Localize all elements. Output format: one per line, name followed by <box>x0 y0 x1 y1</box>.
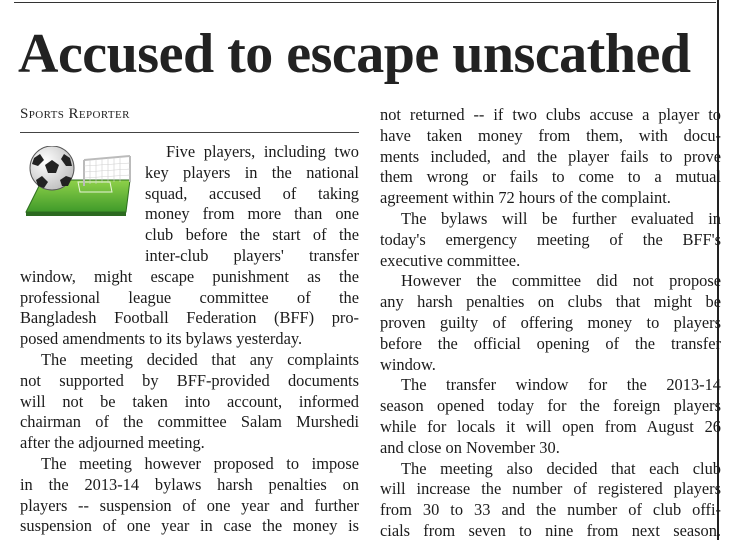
text-line: while for locals it will open from August 26 <box>380 416 721 436</box>
text-line: inter-club players' transfer <box>145 245 359 265</box>
text-line: The meeting also decided that each club <box>401 458 721 478</box>
text-line: from 30 to 33 and the number of club offi- <box>380 500 721 520</box>
text-line: The transfer window for the 2013-14 <box>401 375 721 395</box>
text-line: will increase the number of registered players <box>380 479 721 499</box>
text-line: will not be taken into account, informed <box>20 391 359 411</box>
text-line: and close on November 30. <box>380 437 560 457</box>
headline: Accused to escape unscathed <box>18 23 691 85</box>
article-column-1 <box>20 142 359 537</box>
text-line: professional league committee of the <box>20 287 359 307</box>
text-line: window, might escape punishment as the <box>20 266 359 286</box>
text-line: key players in the national <box>145 162 359 182</box>
text-line: proven guilty of offering money to players <box>380 312 721 332</box>
text-line: However the committee did not propose <box>401 271 721 291</box>
text-line: in the 2013-14 bylaws harsh penalties on <box>20 474 359 494</box>
text-line: cials from seven to nine from next season. <box>380 520 721 540</box>
text-line: club before the start of the <box>145 225 359 245</box>
text-line: window. <box>380 354 436 374</box>
text-line: money from more than one <box>145 204 359 224</box>
text-line: chairman of the committee Salam Murshedi <box>20 412 359 432</box>
text-line: today's emergency meeting of the BFF's <box>380 229 721 249</box>
text-line: executive committee. <box>380 250 521 270</box>
text-line: posed amendments to its bylaws yesterday. <box>20 329 303 349</box>
text-line: Five players, including two <box>166 142 359 161</box>
text-line: The meeting however proposed to impose <box>41 453 359 473</box>
text-line: The meeting decided that any complaints <box>41 349 359 369</box>
text-line: not returned -- if two clubs accuse a player to <box>380 105 721 124</box>
text-line: have taken money from them, with docu- <box>380 125 721 145</box>
text-line: any harsh penalties on clubs that might be <box>380 292 721 312</box>
text-line: The bylaws will be further evaluated in <box>401 208 721 228</box>
text-line: not supported by BFF-provided documents <box>20 370 359 390</box>
text-line: squad, accused of taking <box>145 183 359 203</box>
byline-rule <box>20 132 359 133</box>
text-line: after the adjourned meeting. <box>20 433 205 453</box>
article-column-2 <box>380 105 721 542</box>
text-line: before the official opening of the transfer <box>380 333 721 353</box>
text-line: Bangladesh Football Federation (BFF) pro- <box>20 308 359 328</box>
text-line: season opened today for the foreign players <box>380 396 721 416</box>
text-line: players -- suspension of one year and further <box>20 495 359 515</box>
text-line: them wrong or fails to come to a mutual <box>380 167 721 187</box>
byline: Sports Reporter <box>20 106 130 122</box>
text-line: ments included, and the player fails to prove <box>380 146 721 166</box>
top-rule <box>14 2 716 3</box>
text-line: agreement within 72 hours of the complaint. <box>380 188 671 208</box>
text-line: suspension of one year in case the money is <box>20 516 359 536</box>
